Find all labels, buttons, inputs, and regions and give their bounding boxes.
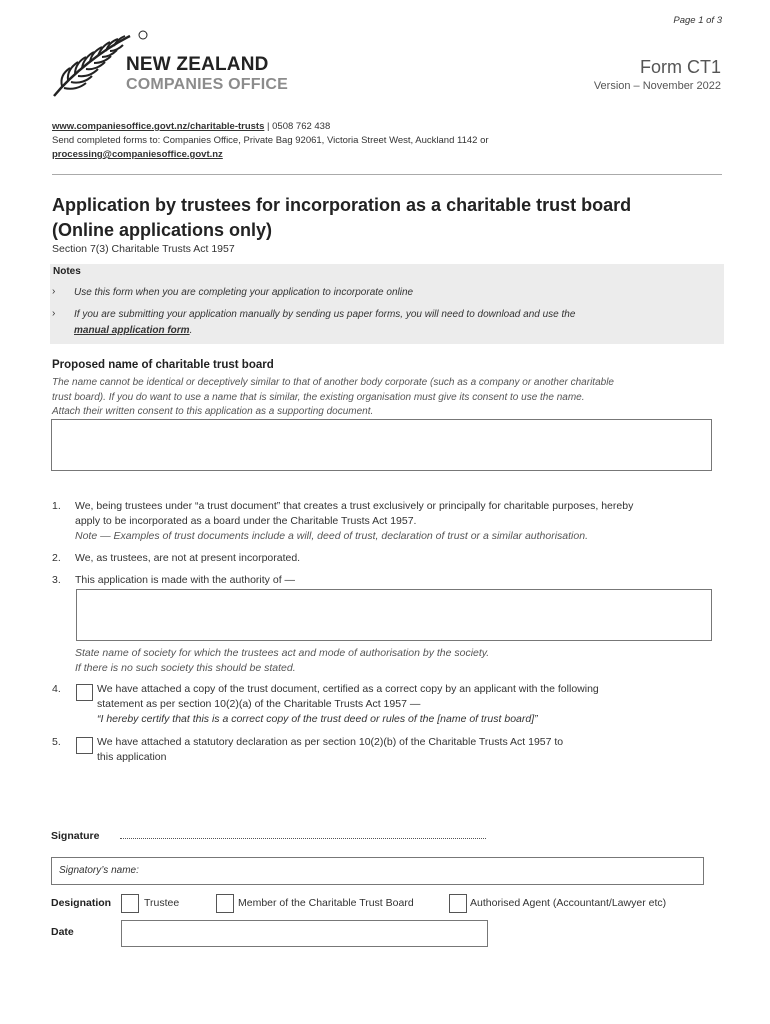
contact-block [52,120,489,162]
logo-line2: COMPANIES OFFICE [126,76,289,93]
form-title-line2: (Online applications only) [52,220,273,240]
form-section-reference: Section 7(3) Charitable Trusts Act 1957 [52,243,235,255]
proposed-name-description: The name cannot be identical or deceptively similar to that of another body corporate (such as a company or another charitable trust board). If you do want to use a name that is similar, the existing organisation must give its consent to use the name. Attach their written consent to this application as a supporting document. [52,377,614,417]
signatory-name-field[interactable] [51,857,704,885]
board-member-checkbox[interactable] [216,894,234,913]
notes-panel [50,264,724,344]
statement-1: We, being trustees under “a trust document” that creates a trust exclusively or principally for charitable purposes, hereby apply to be incorporated as a board under the Charitable Trusts Act 1957. Note — Examples of trust documents include a will, deed of trust, declaration of trust or a similar authorisation. [75,499,725,544]
statement-4-number: 4. [52,683,61,695]
bullet-icon: › [52,286,56,297]
notes-heading: Notes [53,266,81,277]
form-number: Form CT1 [640,57,721,77]
website-link[interactable]: www.companiesoffice.govt.nz/charitable-trusts [52,121,265,132]
designation-label: Designation [51,897,112,909]
proposed-name-heading: Proposed name of charitable trust board [52,359,274,371]
authorised-agent-checkbox[interactable] [449,894,467,913]
page-indicator: Page 1 of 3 [673,15,722,26]
email-link[interactable]: processing@companiesoffice.govt.nz [52,149,223,160]
manual-application-form-link[interactable]: manual application form [74,325,190,336]
statement-1-number: 1. [52,500,61,512]
phone-number: | 0508 762 438 [264,121,331,132]
statement-4: We have attached a copy of the trust document, certified as a correct copy by an applicant with the following statement as per section 10(2)(a) of the Charitable Trusts Act 1957 — “I hereby certify that this is a correct copy of the trust deed or rules of the [name of trust board]” [97,682,717,727]
proposed-name-field[interactable] [51,419,712,471]
postal-address: Send completed forms to: Companies Office, Private Bag 92061, Victoria Street West, Auckland 1142 or [52,135,489,146]
note-item-2: If you are submitting your application manually by sending us paper forms, you will need to download and use the manual application form. [74,309,576,336]
statement-3-number: 3. [52,574,61,586]
trustee-option-label: Trustee [144,897,180,909]
form-version: Version – November 2022 [593,80,721,92]
statement-1-note: Note — Examples of trust documents include a will, deed of trust, declaration of trust or a similar authorisation. [75,530,588,542]
trustee-checkbox[interactable] [121,894,139,913]
authority-field[interactable] [76,589,712,641]
statement-2: We, as trustees, are not at present incorporated. [75,552,301,564]
signature-line[interactable] [120,838,486,839]
logo-line1: NEW ZEALAND [126,54,269,75]
companies-office-logo [50,28,290,100]
statement-5-number: 5. [52,736,61,748]
statement-5-checkbox[interactable] [76,737,93,754]
date-label: Date [51,926,74,938]
authorised-agent-option-label: Authorised Agent (Accountant/Lawyer etc) [470,897,667,909]
form-title [52,193,631,243]
statement-4-checkbox[interactable] [76,684,93,701]
statement-5: We have attached a statutory declaration as per section 10(2)(b) of the Charitable Trusts Act 1957 to this application [97,736,564,763]
authority-hint: State name of society for which the trustees act and mode of authorisation by the society. If there is no such society this should be stated. [75,647,490,674]
signature-label: Signature [51,830,100,842]
statement-3: This application is made with the authority of — [75,574,296,586]
header-divider [52,174,722,175]
board-member-option-label: Member of the Charitable Trust Board [238,897,414,909]
signatory-name-label: Signatory’s name: [59,865,139,876]
bullet-icon: › [52,308,56,319]
form-title-line1: Application by trustees for incorporation as a charitable trust board [52,195,632,215]
note-item-1: Use this form when you are completing your application to incorporate online [74,287,414,298]
statement-2-number: 2. [52,552,61,564]
date-field[interactable] [121,920,488,947]
certification-quote: “I hereby certify that this is a correct copy of the trust deed or rules of the [name of trust board]” [97,713,538,725]
note-item-2-text: If you are submitting your application manually by sending us paper forms, you will need to download and use the [74,309,576,320]
